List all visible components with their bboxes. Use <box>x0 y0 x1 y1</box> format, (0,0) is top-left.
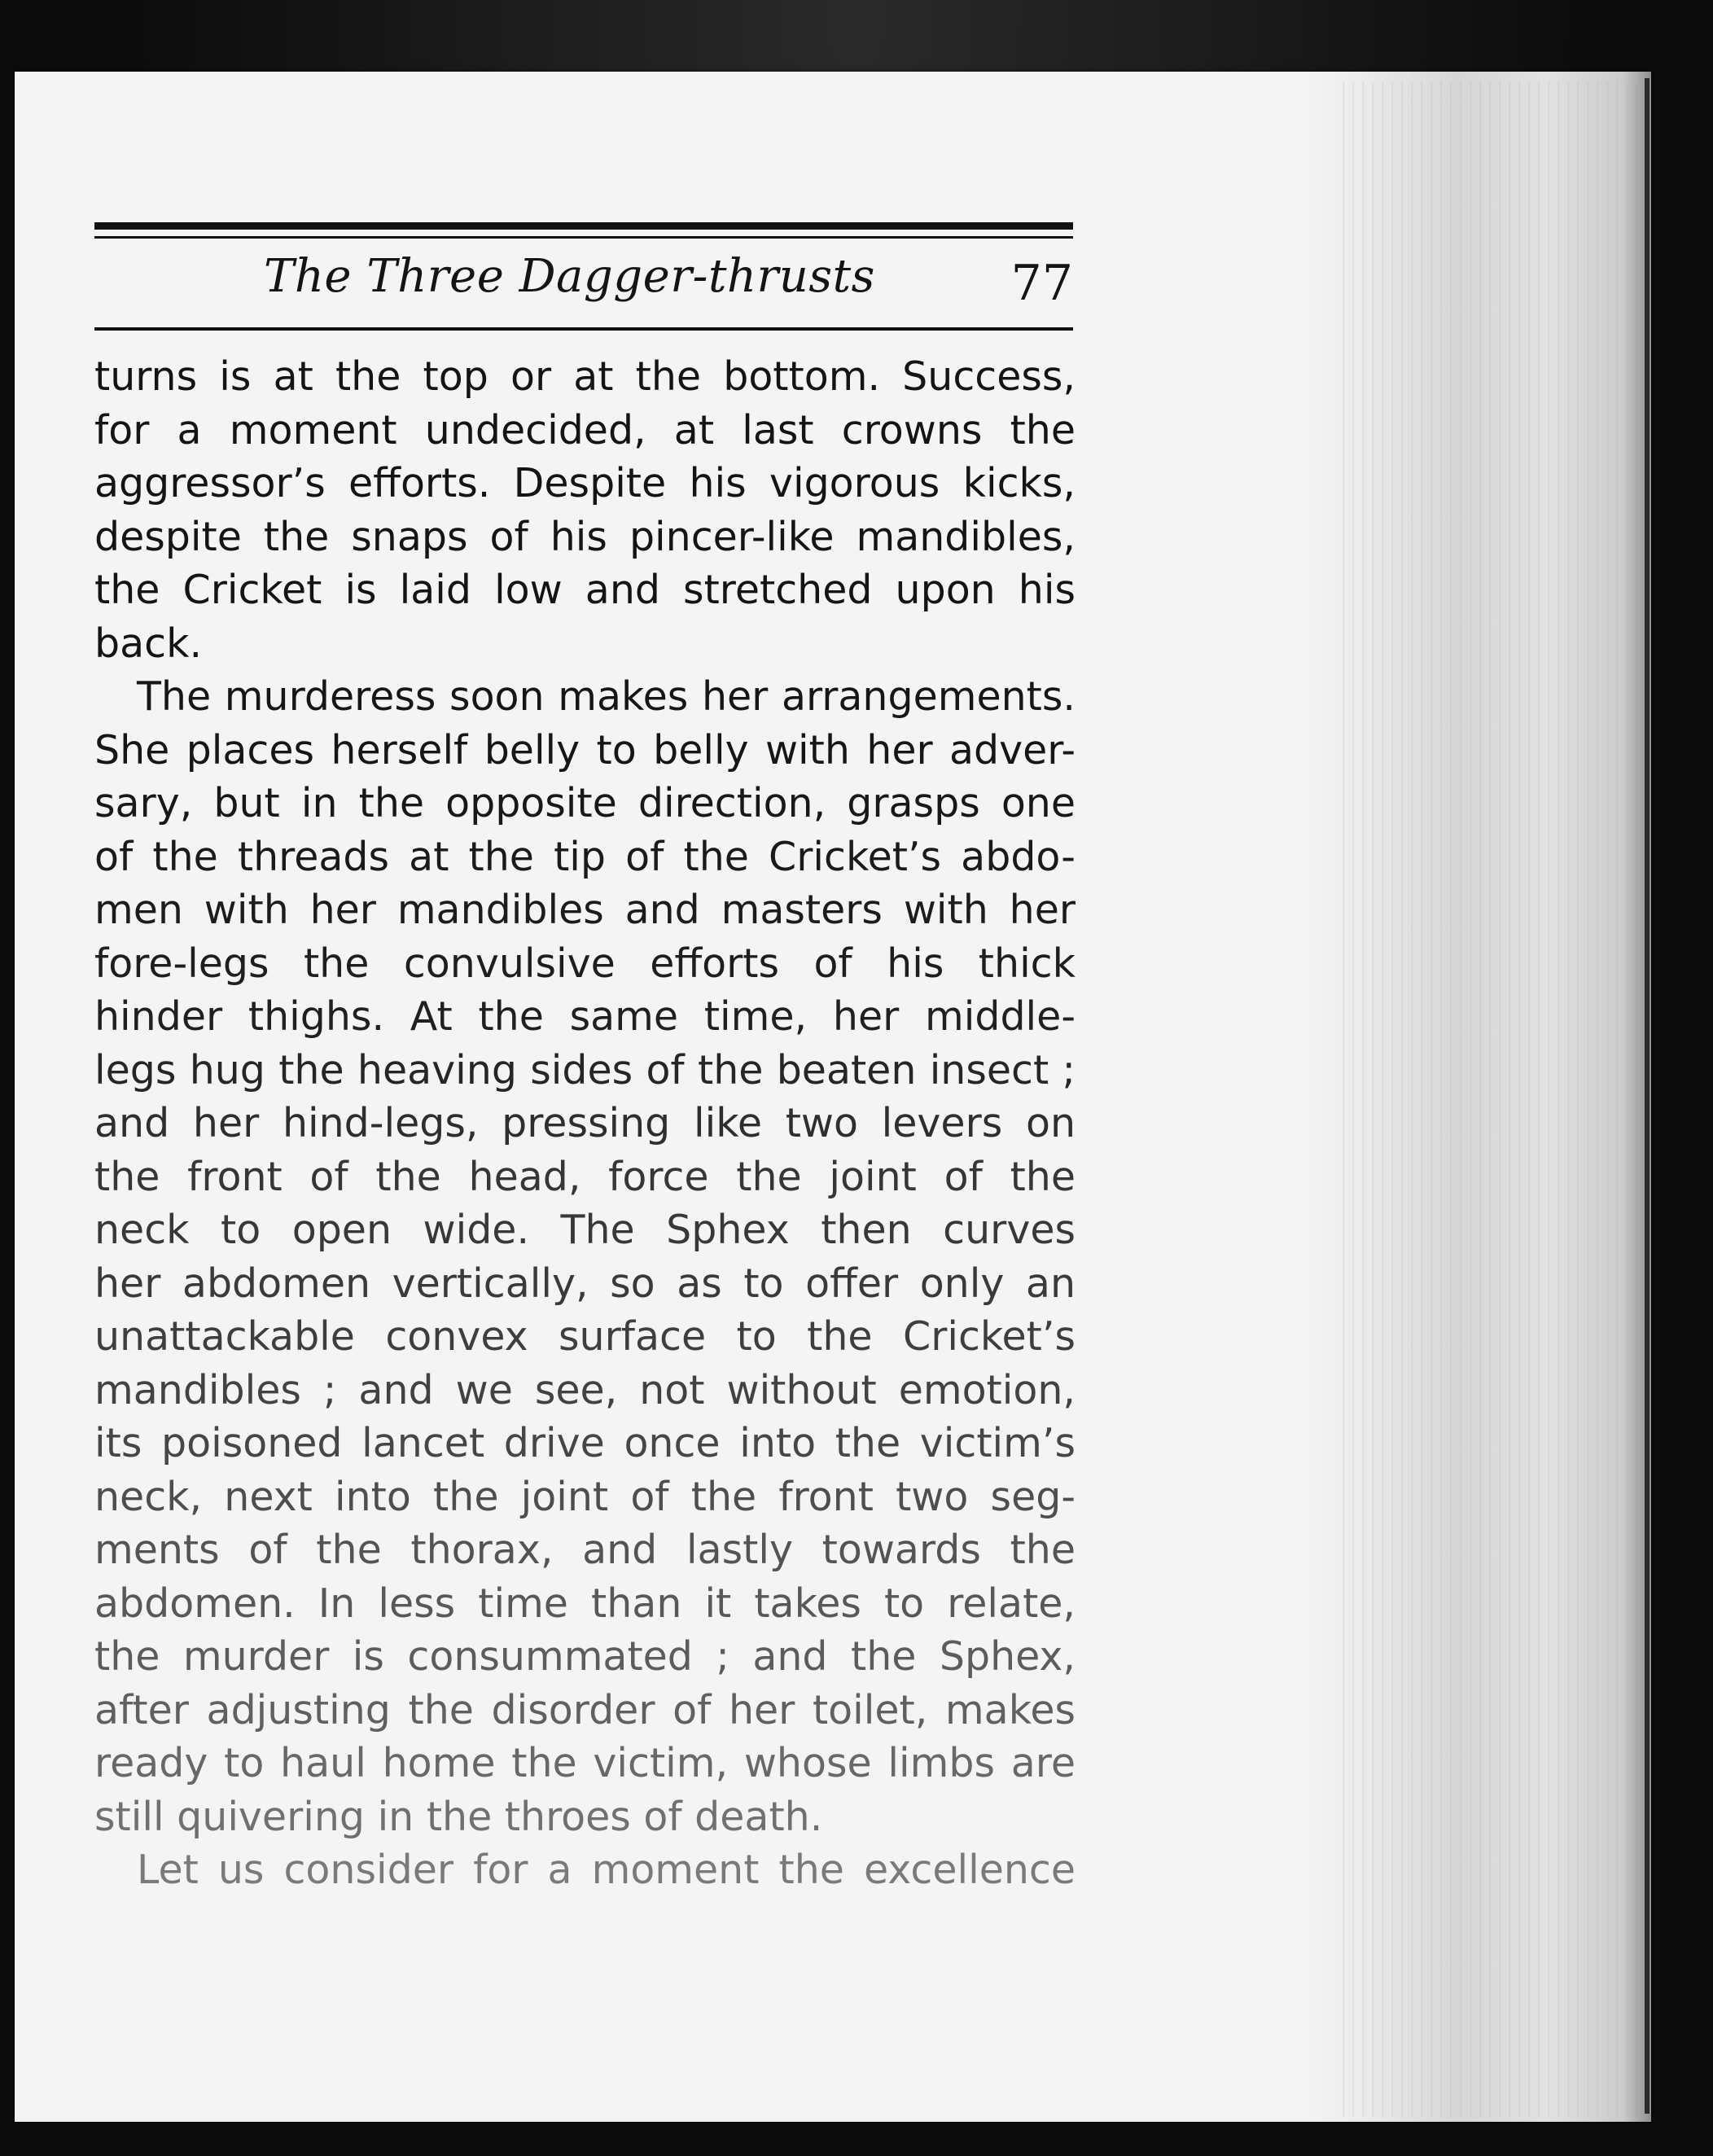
text-line: after adjusting the disorder of her toilet, makes <box>94 1686 1076 1733</box>
text-line: fore-legs the convulsive efforts of his thick <box>94 940 1076 987</box>
text-line: hinder thighs. At the same time, her middle- <box>94 993 1076 1040</box>
text-line: ments of the thorax, and lastly towards the <box>94 1527 1076 1573</box>
gutter-streaks <box>1335 81 1645 2117</box>
header-rule-thick <box>94 222 1073 230</box>
text-line: of the threads at the tip of the Cricket’s abdo- <box>94 833 1076 880</box>
text-line: Let us consider for a moment the excellence <box>137 1847 1076 1893</box>
text-line: despite the snaps of his pincer-like mandibles, <box>94 513 1076 560</box>
text-line: legs hug the heaving sides of the beaten insect ; <box>94 1046 1076 1093</box>
text-line: the murder is consummated ; and the Sphex, <box>94 1633 1076 1680</box>
header-rule-bottom <box>94 327 1073 331</box>
text-line: unattackable convex surface to the Cricket’s <box>94 1313 1076 1360</box>
text-line: neck, next into the joint of the front two seg- <box>94 1473 1076 1520</box>
text-line: mandibles ; and we see, not without emotion, <box>94 1366 1076 1413</box>
text-line: and her hind-legs, pressing like two levers on <box>94 1100 1076 1146</box>
text-line: sary, but in the opposite direction, grasps one <box>94 780 1076 826</box>
text-line: still quivering in the throes of death. <box>94 1793 823 1840</box>
text-line: The murderess soon makes her arrangements. <box>137 673 1076 720</box>
text-line: abdomen. In less time than it takes to relate, <box>94 1580 1076 1627</box>
text-line: She places herself belly to belly with her adver- <box>94 726 1076 773</box>
body-text <box>94 350 1076 1897</box>
text-line: for a moment undecided, at last crowns the <box>94 406 1076 454</box>
text-line: the Cricket is laid low and stretched upon his <box>94 567 1076 613</box>
running-head-title: The Three Dagger-thrusts <box>264 250 875 303</box>
header-rule-thin <box>94 236 1073 239</box>
text-line: its poisoned lancet drive once into the victim’s <box>94 1420 1076 1466</box>
text-line: ready to haul home the victim, whose limbs are <box>94 1740 1076 1786</box>
text-line: the front of the head, force the joint of the <box>94 1153 1076 1200</box>
text-line: neck to open wide. The Sphex then curves <box>94 1207 1076 1253</box>
text-line: turns is at the top or at the bottom. Success, <box>94 353 1076 400</box>
text-line: back. <box>94 620 203 667</box>
text-line: her abdomen vertically, so as to offer only an <box>94 1260 1076 1307</box>
text-line: men with her mandibles and masters with her <box>94 887 1076 933</box>
running-head <box>94 244 1073 322</box>
page-edge <box>1645 78 1649 2114</box>
text-line: aggressor’s efforts. Despite his vigorous kicks, <box>94 460 1076 506</box>
page-number: 77 <box>1010 255 1073 312</box>
